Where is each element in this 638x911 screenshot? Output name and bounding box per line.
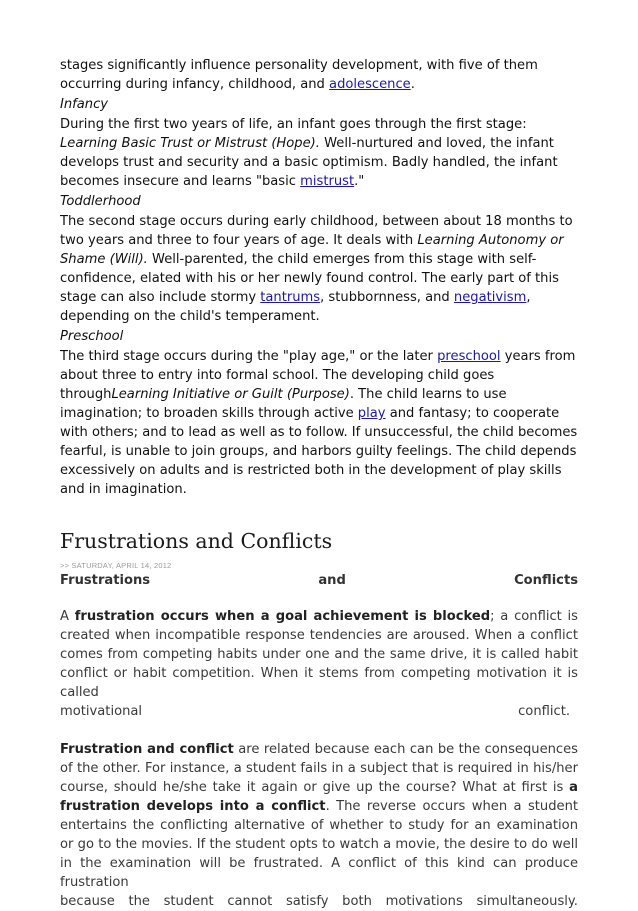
post-date: >> SATURDAY, APRIL 14, 2012 — [60, 561, 172, 570]
text-run: A — [60, 609, 75, 624]
text-run: During the first two years of life, an infant goes through the first stage: — [60, 117, 527, 132]
text-run: motivations — [385, 894, 463, 909]
preschool-paragraph — [60, 347, 578, 499]
text-run: student — [163, 894, 214, 909]
stage-name: Learning Basic Trust or Mistrust (Hope). — [60, 136, 320, 151]
text-run: . The reverse occurs when a student entertains the conflicting alternative of whether to study for an examination or go to the movies. If the student opts to watch a movie, the desire to do well in the examination will be frustrated. A conflict of this kind can produce frustration — [60, 799, 578, 890]
bold-run: Frustration and conflict — [60, 742, 234, 757]
link-negativism[interactable]: negativism — [453, 290, 527, 305]
text-run: Well-nurtured and loved, the infant develops trust and security and a basic optimism. Badly handled, the infant becomes insecure and learns "basic — [60, 136, 558, 189]
text-run: both — [342, 894, 372, 909]
text-run: years from about three to entry into formal school. The developing child goes through — [60, 349, 576, 402]
frustration-definition-paragraph — [60, 607, 578, 721]
infancy-heading: Infancy — [60, 97, 109, 112]
text-run: simultaneously. — [476, 894, 578, 909]
text-run: The second stage occurs during early childhood, between about 18 months to two years and three to four years of age. It deals with — [60, 214, 573, 248]
text-run: conflict. — [518, 704, 570, 719]
link-mistrust[interactable]: mistrust — [300, 174, 355, 189]
text-run: ; a conflict is created when incompatible response tendencies are aroused. When a conflict comes from competing habits under one and the same drive, it is called habit conflict or habit competition. When it stems from competing motivation it is called — [60, 609, 578, 700]
text-run: . The child learns to use imagination; to broaden skills through active — [60, 387, 507, 421]
text-run: Well-parented, the child emerges from this stage with self-confidence, elated with his or her newly found control. The early part of this stage can also include stormy — [60, 252, 559, 305]
text-run: cannot — [227, 894, 273, 909]
text-run: , depending on the child's temperament. — [60, 290, 531, 324]
text-run: stages significantly influence personality development, with five of them occurring during infancy, childhood, and — [60, 58, 538, 92]
document-page — [60, 56, 578, 911]
section-subtitle — [60, 571, 578, 590]
text-run: motivational — [60, 704, 143, 719]
text-run: , stubbornness, and — [320, 290, 454, 305]
link-preschool[interactable]: preschool — [437, 349, 501, 364]
infancy-paragraph — [60, 115, 578, 191]
link-adolescence[interactable]: adolescence — [329, 77, 411, 92]
subtitle-word: Conflicts — [514, 573, 578, 588]
intro-paragraph — [60, 56, 578, 94]
text-run: satisfy — [285, 894, 329, 909]
section-title: Frustrations and Conflicts — [60, 529, 333, 553]
paragraph-last-line — [60, 892, 578, 911]
stage-name: Learning Initiative or Guilt (Purpose) — [111, 387, 350, 402]
toddlerhood-heading: Toddlerhood — [60, 194, 141, 209]
text-run: ." — [354, 174, 365, 189]
text-run: the — [128, 894, 150, 909]
subtitle-word: Frustrations — [60, 573, 151, 588]
link-tantrums[interactable]: tantrums — [260, 290, 321, 305]
subtitle-word: and — [318, 573, 346, 588]
link-play[interactable]: play — [357, 406, 386, 421]
text-run: The third stage occurs during the "play age," or the later — [60, 349, 438, 364]
toddlerhood-paragraph — [60, 212, 578, 326]
text-run: because — [60, 894, 115, 909]
text-run: . — [410, 77, 415, 92]
bold-run: a frustration develops into a conflict — [60, 780, 578, 814]
paragraph-last-line — [60, 702, 578, 721]
stage-name: Learning Autonomy or Shame (Will). — [60, 233, 564, 267]
bold-run: frustration occurs when a goal achievement is blocked — [74, 609, 491, 624]
text-run: are related because each can be the consequences of the other. For instance, a student fails in a subject that is required in his/her course, should he/she take it again or give up the course? What at first is — [60, 742, 578, 795]
text-run: and fantasy; to cooperate with others; and to lead as well as to follow. If unsuccessful, the child becomes fearful, is unable to join groups, and harbors guilty feelings. The child depends excessively on adults and is restricted both in the development of play skills and in imagination. — [60, 406, 578, 497]
preschool-heading: Preschool — [60, 329, 124, 344]
